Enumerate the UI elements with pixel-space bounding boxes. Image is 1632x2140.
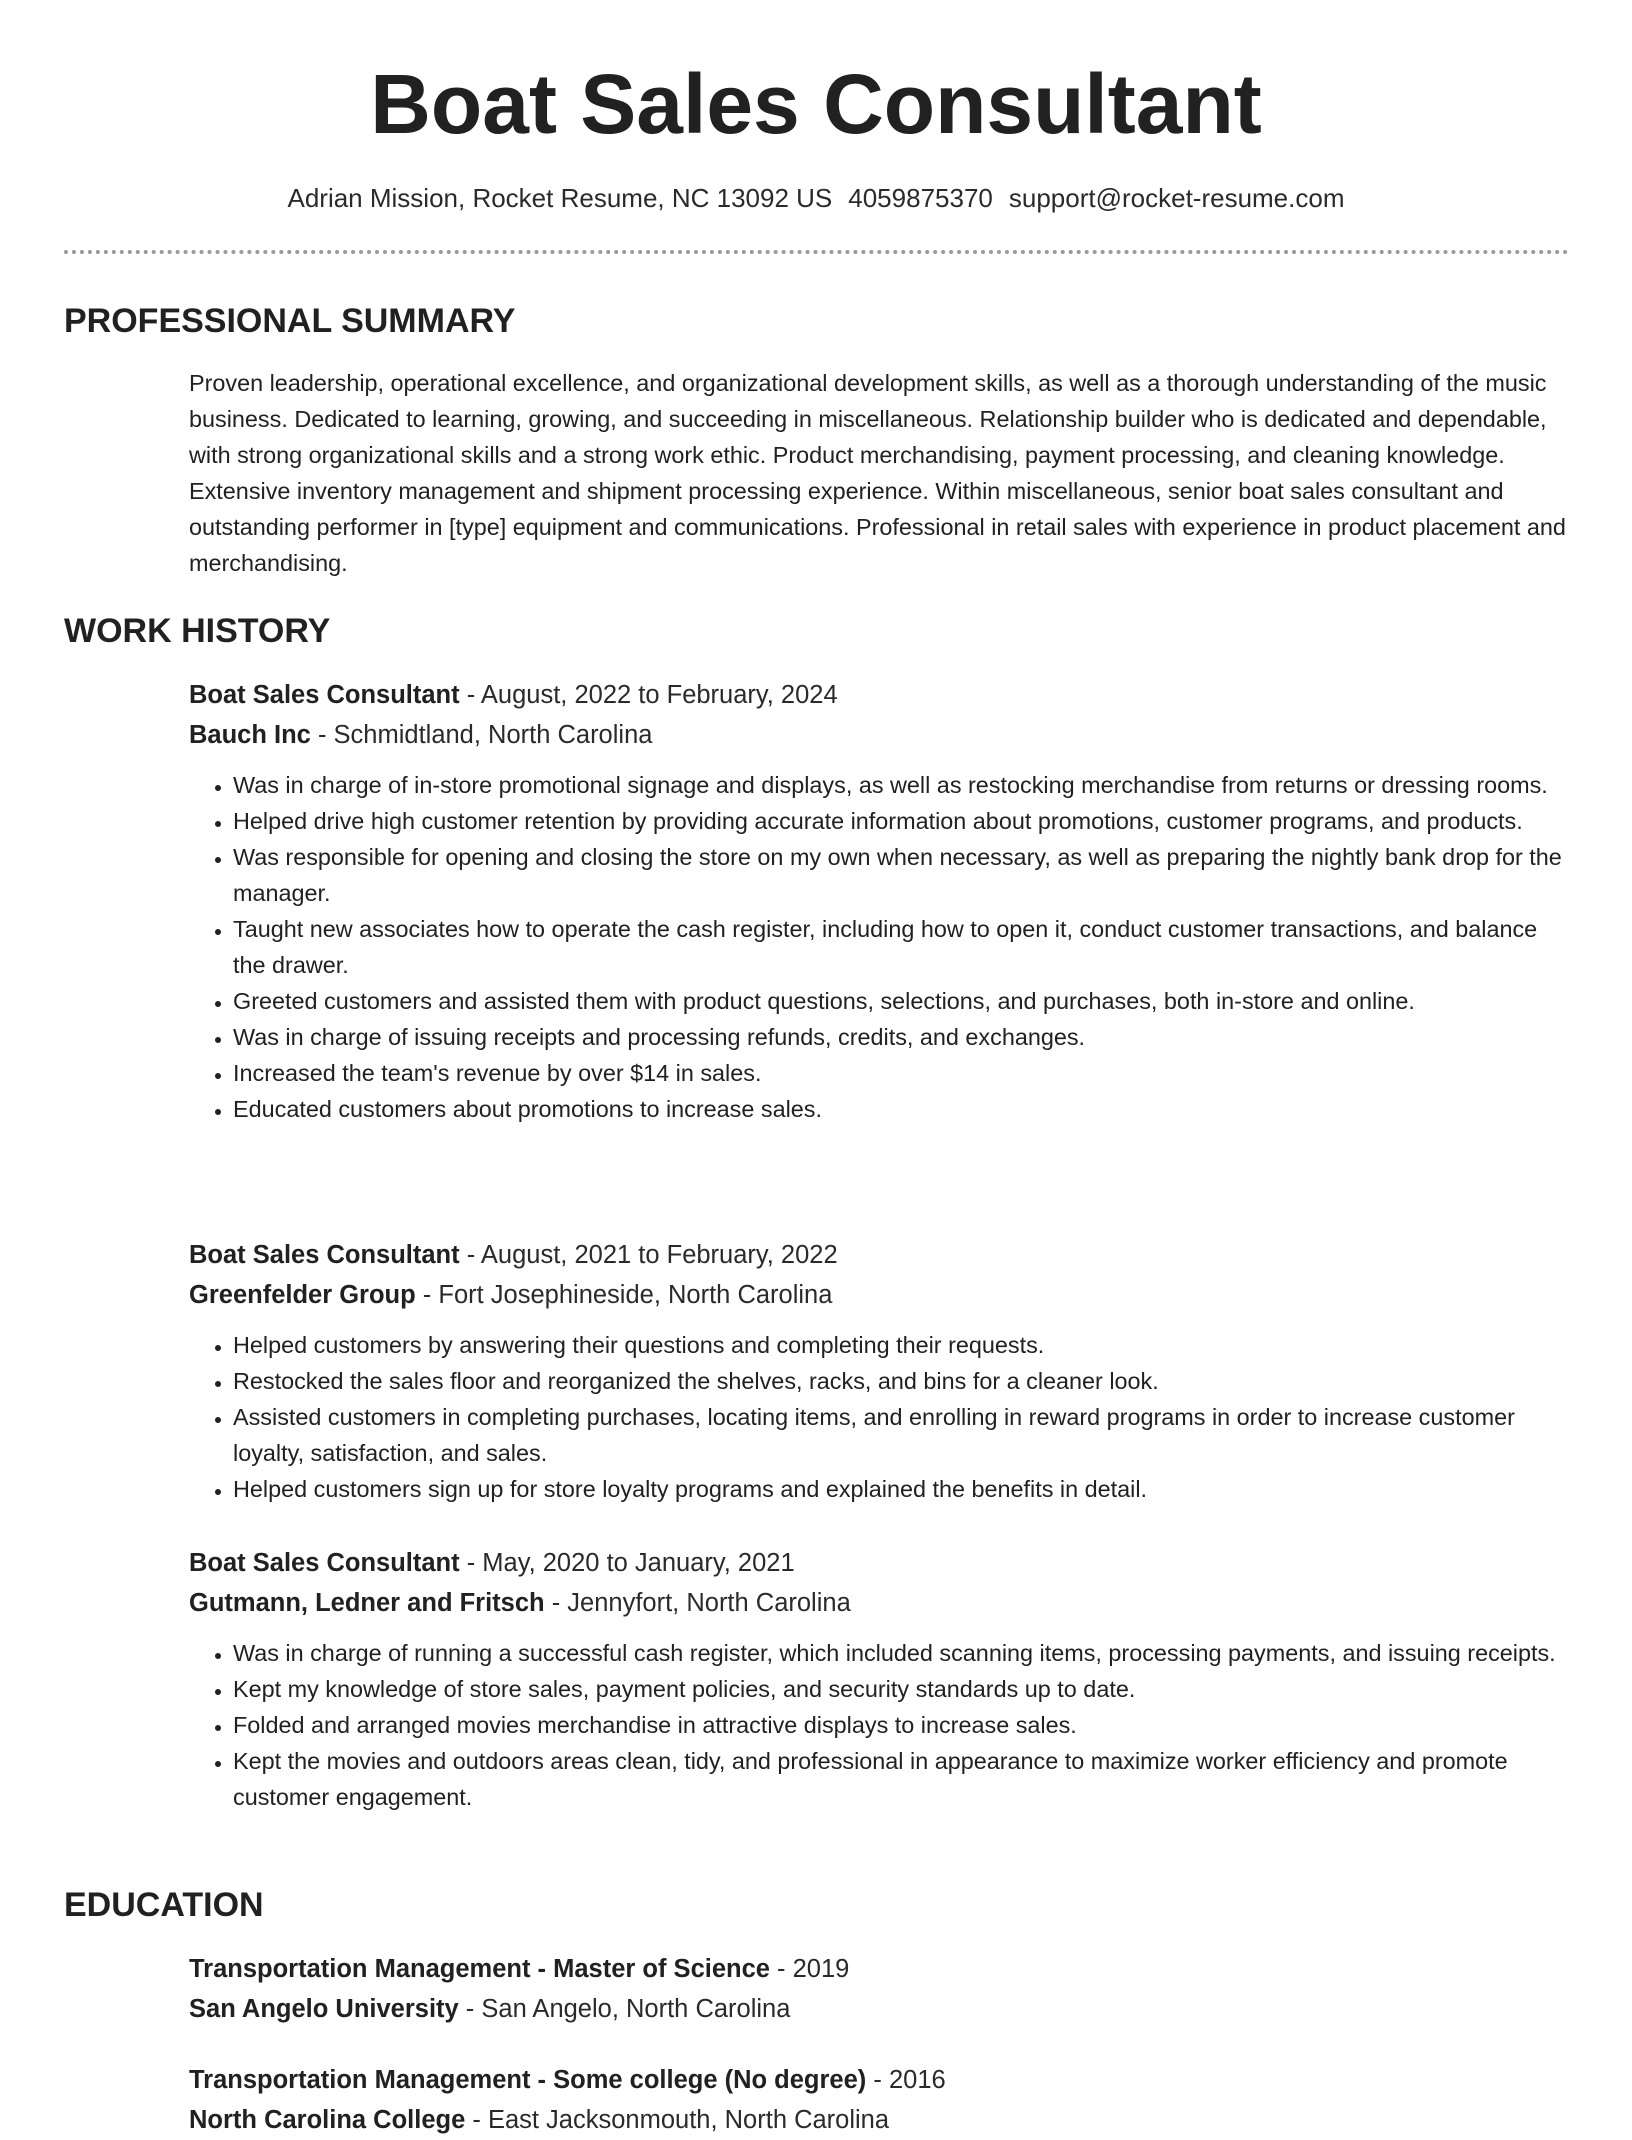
job-bullet: • Was in charge of running a successful cash register, which included scanning items, processing payments, and issuing receipts. xyxy=(233,1635,1569,1671)
education-school-line xyxy=(189,1989,1569,2029)
job-bullets xyxy=(189,1327,1569,1507)
job-title-line xyxy=(189,1235,1569,1275)
education-school: North Carolina College xyxy=(189,2106,466,2134)
job-company: Gutmann, Ledner and Fritsch xyxy=(189,1589,545,1617)
job-title-line xyxy=(189,1543,1569,1583)
job-bullet: • Helped customers sign up for store loyalty programs and explained the benefits in detail. xyxy=(233,1471,1569,1507)
education-entry xyxy=(189,2060,1569,2140)
job-dates: - August, 2021 to February, 2022 xyxy=(459,1241,838,1269)
job-location: - Schmidtland, North Carolina xyxy=(310,721,653,749)
education-entry xyxy=(189,1949,1569,2029)
job-entry xyxy=(189,675,1569,1127)
education-heading: EDUCATION xyxy=(64,1886,264,1924)
contact-address: Adrian Mission, Rocket Resume, NC 13092 US xyxy=(287,183,833,213)
job-bullet: • Kept my knowledge of store sales, payment policies, and security standards up to date. xyxy=(233,1671,1569,1707)
job-role: Boat Sales Consultant xyxy=(189,681,460,709)
job-company: Bauch Inc xyxy=(189,721,311,749)
job-bullet: • Educated customers about promotions to increase sales. xyxy=(233,1091,1569,1127)
job-bullet: • Was responsible for opening and closing the store on my own when necessary, as well as preparing the nightly bank drop for the manager. xyxy=(233,839,1569,911)
contact-email: support@rocket-resume.com xyxy=(1008,183,1345,213)
education-degree-line xyxy=(189,2060,1569,2100)
job-bullet: • Helped customers by answering their questions and completing their requests. xyxy=(233,1327,1569,1363)
job-bullet: • Was in charge of in-store promotional signage and displays, as well as restocking merchandise from returns or dressing rooms. xyxy=(233,767,1569,803)
education-degree: Transportation Management - Some college (No degree) xyxy=(189,2066,867,2094)
education-location: - East Jacksonmouth, North Carolina xyxy=(465,2106,890,2134)
job-company-line xyxy=(189,1275,1569,1315)
job-entry xyxy=(189,1543,1569,1815)
education-degree: Transportation Management - Master of Science xyxy=(189,1955,770,1983)
job-bullet: • Kept the movies and outdoors areas clean, tidy, and professional in appearance to maximize worker efficiency and promote customer engagement. xyxy=(233,1743,1569,1815)
job-entry xyxy=(189,1235,1569,1507)
job-role: Boat Sales Consultant xyxy=(189,1241,460,1269)
job-bullets xyxy=(189,1635,1569,1815)
job-bullet: • Greeted customers and assisted them with product questions, selections, and purchases, both in-store and online. xyxy=(233,983,1569,1019)
contact-phone: 4059875370 xyxy=(848,183,993,213)
job-company-line xyxy=(189,715,1569,755)
education-year: - 2019 xyxy=(769,1955,850,1983)
job-company: Greenfelder Group xyxy=(189,1281,416,1309)
job-dates: - August, 2022 to February, 2024 xyxy=(459,681,838,709)
summary-heading: PROFESSIONAL SUMMARY xyxy=(64,302,516,340)
education-year: - 2016 xyxy=(866,2066,946,2094)
job-bullet: • Assisted customers in completing purchases, locating items, and enrolling in reward programs in order to increase customer loyalty, satisfaction, and sales. xyxy=(233,1399,1569,1471)
job-bullet: • Increased the team's revenue by over $14 in sales. xyxy=(233,1055,1569,1091)
education-location: - San Angelo, North Carolina xyxy=(458,1995,791,2023)
resume-title: Boat Sales Consultant xyxy=(370,57,1262,151)
job-role: Boat Sales Consultant xyxy=(189,1549,460,1577)
education-school: San Angelo University xyxy=(189,1995,459,2023)
job-title-line xyxy=(189,675,1569,715)
job-bullets xyxy=(189,767,1569,1127)
job-bullet: • Taught new associates how to operate the cash register, including how to open it, conduct customer transactions, and balance the drawer. xyxy=(233,911,1569,983)
job-location: - Fort Josephineside, North Carolina xyxy=(415,1281,833,1309)
job-company-line xyxy=(189,1583,1569,1623)
job-dates: - May, 2020 to January, 2021 xyxy=(459,1549,795,1577)
education-degree-line xyxy=(189,1949,1569,1989)
job-bullet: • Folded and arranged movies merchandise in attractive displays to increase sales. xyxy=(233,1707,1569,1743)
education-school-line xyxy=(189,2100,1569,2140)
summary-text: Proven leadership, operational excellence, and organizational development skills, as well as a thorough understanding of the music business. Dedicated to learning, growing, and succeeding in miscellaneous. Relationship builder who is dedicated and dependable, with strong organizational skills and a strong work ethic. Product merchandising, payment processing, and cleaning knowledge. Extensive inventory management and shipment processing experience. Within miscellaneous, senior boat sales consultant and outstanding performer in [type] equipment and communications. Professional in retail sales with experience in product placement and merchandising. xyxy=(189,370,1566,576)
work-history-heading: WORK HISTORY xyxy=(64,612,331,650)
job-bullet: • Was in charge of issuing receipts and processing refunds, credits, and exchanges. xyxy=(233,1019,1569,1055)
job-bullet: • Helped drive high customer retention by providing accurate information about promotions, customer programs, and products. xyxy=(233,803,1569,839)
header-divider xyxy=(64,250,1569,254)
job-location: - Jennyfort, North Carolina xyxy=(544,1589,851,1617)
job-bullet: • Restocked the sales floor and reorganized the shelves, racks, and bins for a cleaner look. xyxy=(233,1363,1569,1399)
contact-line xyxy=(0,181,1632,215)
